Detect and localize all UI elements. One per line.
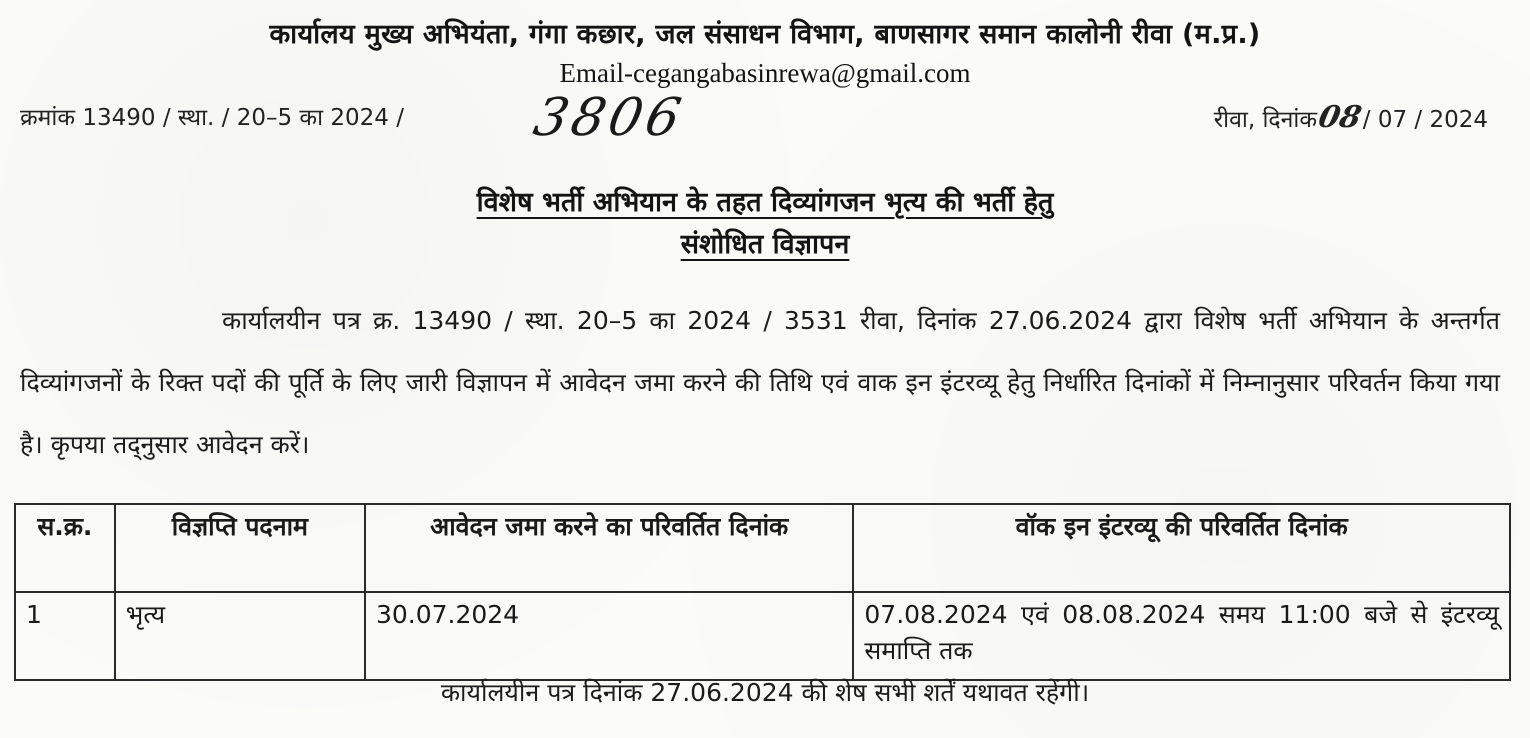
header-post-name: विज्ञप्ति पदनाम bbox=[115, 504, 365, 592]
place-date-label: रीवा, दिनांक bbox=[1213, 107, 1318, 133]
subject-subtitle bbox=[0, 224, 1530, 261]
header-interview-date: वॉक इन इंटरव्यू की परिवर्तित दिनांक bbox=[853, 504, 1510, 592]
subject-subtitle-text: संशोधित विज्ञापन bbox=[680, 229, 850, 260]
body-paragraph: कार्यालयीन पत्र क्र. 13490 / स्था. 20–5 का 2024 / 3531 रीवा, दिनांक 27.06.2024 द्वारा विशेष भर्ती अभियान के अन्तर्गत दिव्यांगजनों के रिक्त पदों की पूर्ति के लिए जारी विज्ञापन में आवेदन जमा करने की तिथि एवं वाक इन इंटरव्यू हेतु निर्धारित दिनांकों में निम्नानुसार परिवर्तन किया गया है। कृपया तद्नुसार आवेदन करें। bbox=[20, 306, 1500, 459]
cell-post-name: भृत्य bbox=[115, 592, 365, 680]
date-month-year: / 07 / 2024 bbox=[1362, 107, 1488, 133]
revised-dates-table bbox=[14, 503, 1511, 681]
subject-title bbox=[0, 182, 1530, 219]
cell-serial: 1 bbox=[15, 592, 115, 680]
handwritten-dispatch-number: 3806 bbox=[528, 88, 690, 148]
cell-application-date: 30.07.2024 bbox=[365, 592, 853, 680]
footer-note: कार्यालयीन पत्र दिनांक 27.06.2024 की शेष सभी शर्तें यथावत रहेंगी। bbox=[440, 678, 1090, 707]
table-row bbox=[15, 592, 1510, 680]
cell-interview-date: 07.08.2024 एवं 08.08.2024 समय 11:00 बजे से इंटरव्यू समाप्ति तक bbox=[853, 592, 1510, 680]
table-header-row bbox=[15, 504, 1510, 592]
office-header: कार्यालय मुख्य अभियंता, गंगा कछार, जल संसाधन विभाग, बाणसागर समान कालोनी रीवा (म.प्र.) bbox=[269, 19, 1261, 50]
header-serial: स.क्र. bbox=[15, 504, 115, 592]
reference-number: क्रमांक 13490 / स्था. / 20–5 का 2024 / bbox=[20, 105, 404, 131]
office-email: Email-cegangabasinrewa@gmail.com bbox=[559, 58, 971, 88]
subject-title-text: विशेष भर्ती अभियान के तहत दिव्यांगजन भृत्य की भर्ती हेतु bbox=[476, 187, 1054, 218]
handwritten-date-day: 08 bbox=[1315, 100, 1365, 135]
place-date bbox=[1214, 100, 1488, 135]
header-application-date: आवेदन जमा करने का परिवर्तित दिनांक bbox=[365, 504, 853, 592]
